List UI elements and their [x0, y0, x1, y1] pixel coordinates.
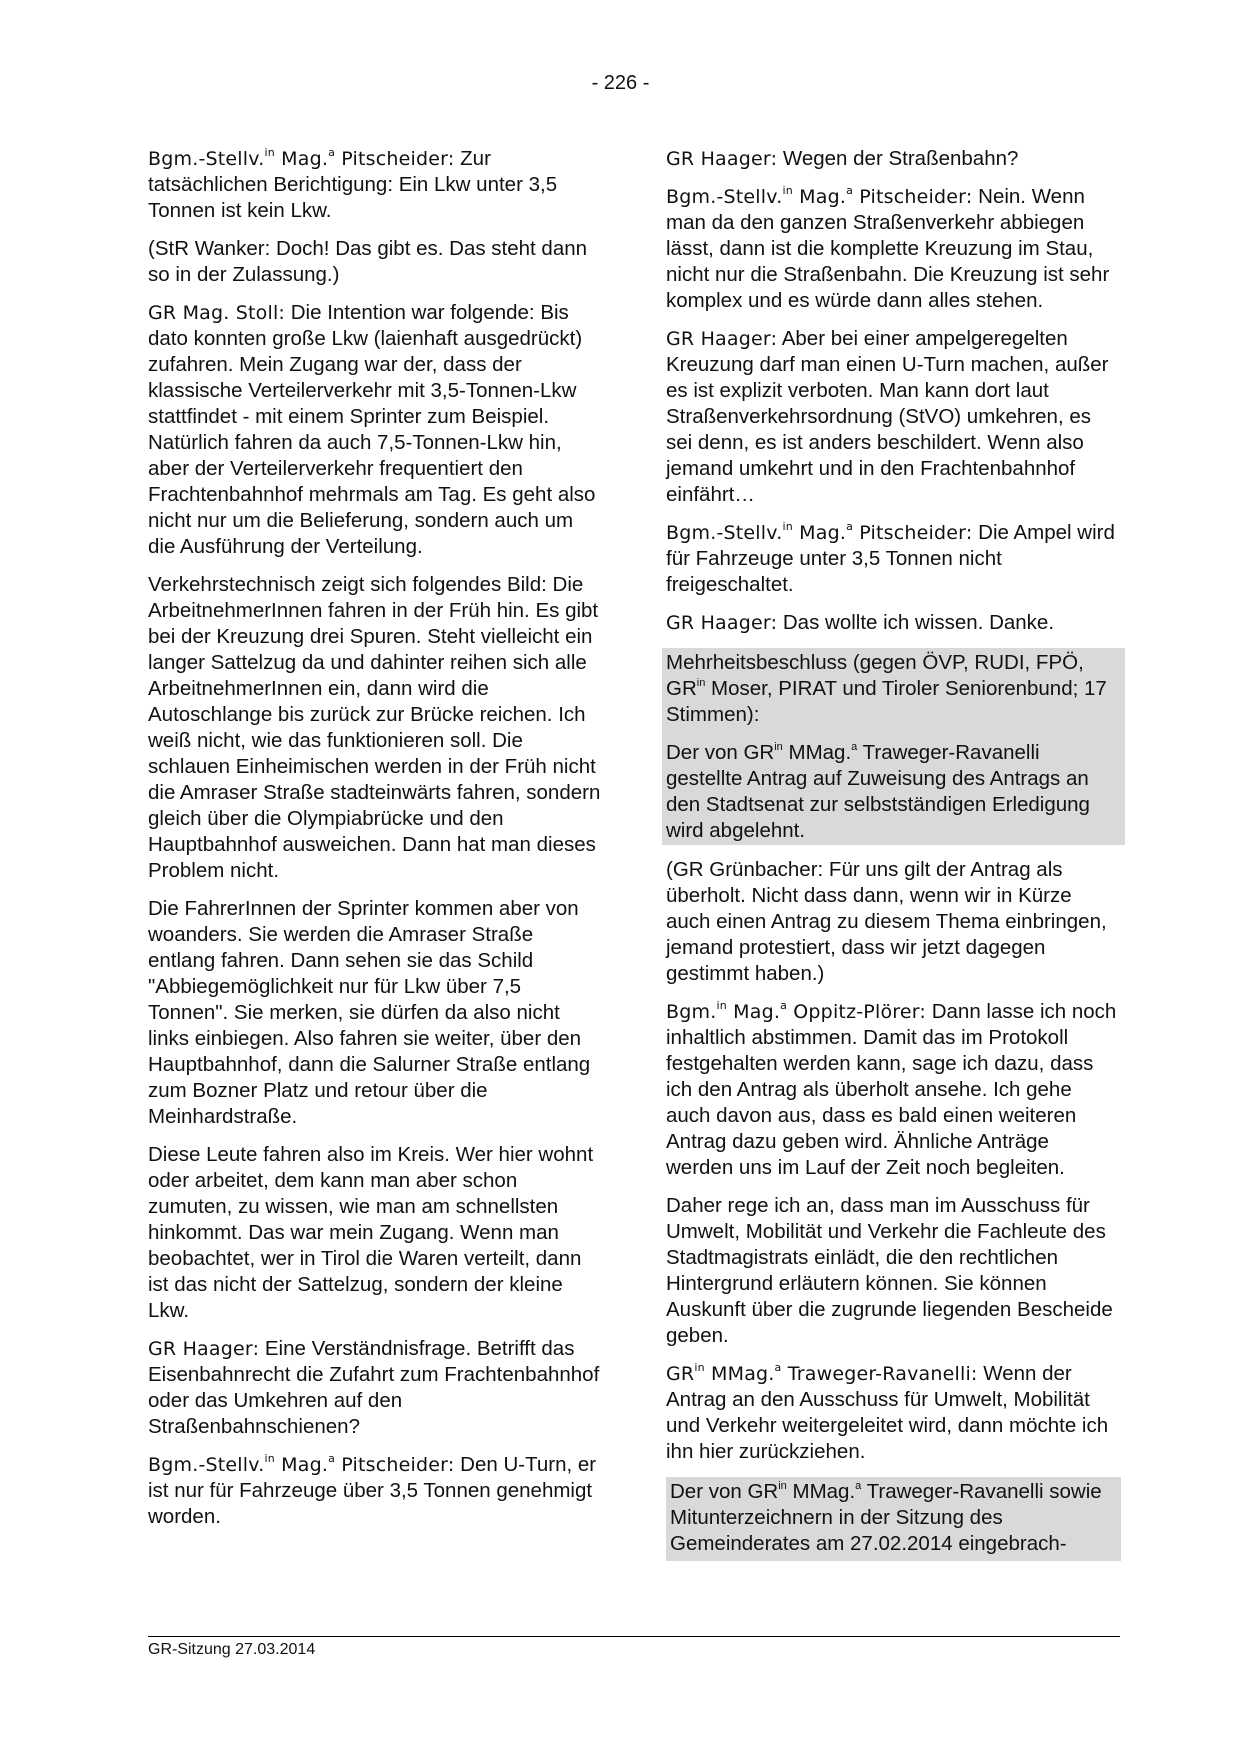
right-column — [666, 146, 1121, 1573]
speaker-name: Bgm.$^{in}$ Mag.$^a$ Oppitz-Plörer: — [666, 999, 927, 1023]
paragraph: GR Haager: Eine Verständnisfrage. Betrifft das Eisenbahnrecht die Zufahrt zum Frachtenbahnhof oder das Umkehren auf den Straßenbahnschienen? — [148, 1337, 600, 1438]
paragraph: Bgm.$^{in}$ Mag.$^a$ Oppitz-Plörer: Dann lasse ich noch inhaltlich abstimmen. Damit das im Protokoll festgehalten werden kann, sage ich dazu, dass ich den Antrag als überholt ansehe. Ich gehe auch davon aus, dass es bald einen weiteren Antrag dazu geben wird. Ähnliche Anträge werden uns im Lauf der Zeit noch begleiten. — [666, 999, 1117, 1179]
resolution-text: Der von $GR^{in}$ MMag.$^a$ Traweger-Ravanelli gestellte Antrag auf Zuweisung des Antrags an den Stadtsenat zur selbstständigen Erledigung wird abgelehnt. — [666, 741, 1090, 842]
footer-divider — [148, 1636, 1120, 1637]
paragraph: Verkehrstechnisch zeigt sich folgendes Bild: Die ArbeitnehmerInnen fahren in der Früh hin. Es gibt bei der Kreuzung drei Spuren. Steht vielleicht ein langer Sattelzug da und dahinter reihen sich alle ArbeitnehmerInnen ein, dann wird die Autoschlange bis zurück zur Brücke reichen. Ich weiß nicht, wie das funktionieren soll. Die schlauen Einheimischen werden in der Früh nicht die Amraser Straße stadteinwärts fahren, sondern gleich über die Olympiabrücke und den Hauptbahnhof ausweichen. Dann hat man dieses Problem nicht. — [148, 573, 601, 882]
paragraph: Bgm.-Stellv.$^{in}$ Mag.$^a$ Pitscheider: Zur tatsächlichen Berichtigung: Ein Lkw unter 3,5 Tonnen ist kein Lkw. — [148, 146, 558, 222]
left-column — [148, 146, 603, 1542]
paragraph: Diese Leute fahren also im Kreis. Wer hier wohnt oder arbeitet, dem kann man aber schon zumuten, zu wissen, wie man am schnellsten hinkommt. Das war mein Zugang. Wenn man beobachtet, wer in Tirol die Waren verteilt, dann ist das nicht der Sattelzug, sondern der kleine Lkw. — [148, 1143, 594, 1322]
paragraph: Bgm.-Stellv.$^{in}$ Mag.$^a$ Pitscheider: Die Ampel wird für Fahrzeuge unter 3,5 Tonnen nicht freigeschaltet. — [666, 520, 1115, 596]
page-number: - 226 - — [591, 72, 650, 94]
paragraph: Die FahrerInnen der Sprinter kommen aber von woanders. Sie werden die Amraser Straße entlang fahren. Dann sehen sie das Schild "Abbiegemöglichkeit nur für Lkw über 7,5 Tonnen". Sie merken, sie dürfen da also nicht links einbiegen. Also fahren sie weiter, über den Hauptbahnhof, dann die Salurner Straße entlang zum Bozner Platz und retour über die Meinhardstraße. — [148, 897, 591, 1128]
speaker-name: Bgm.-Stellv.$^{in}$ Mag.$^a$ Pitscheider: — [148, 146, 455, 170]
speaker-name: Bgm.-Stellv.$^{in}$ Mag.$^a$ Pitscheider: — [666, 520, 973, 544]
speaker-name: Bgm.-Stellv.$^{in}$ Mag.$^a$ Pitscheider: — [148, 1452, 455, 1476]
paragraph: Bgm.-Stellv.$^{in}$ Mag.$^a$ Pitscheider: Nein. Wenn man da den ganzen Straßenverkehr abbiegen lässt, dann ist die komplette Kreuzung im Stau, nicht nur die Straßenbahn. Die Kreuzung ist sehr komplex und es würde dann alles stehen. — [666, 184, 1110, 312]
paragraph: $GR^{in}$ MMag.$^a$ Traweger-Ravanelli: Wenn der Antrag an den Ausschuss für Umwelt, Mobilität und Verkehr weitergeleitet wird, dann möchte ich ihn hier zurückziehen. — [666, 1361, 1109, 1463]
footer-text: GR-Sitzung 27.03.2014 — [148, 1641, 316, 1658]
resolution-heading: Mehrheitsbeschluss (gegen ÖVP, RUDI, FPÖ, $GR^{in}$ Moser, PIRAT und Tiroler Seniorenbund; 17 Stimmen): — [666, 651, 1107, 726]
speaker-name: GR Haager: — [666, 328, 778, 350]
paragraph: GR Mag. Stoll: Die Intention war folgende: Bis dato konnten große Lkw (laienhaft ausgedrückt) zufahren. Mein Zugang war der, dass der klassische Verteilerverkehr mit 3,5-Tonnen-Lkw stattfindet - mit einem Sprinter zum Beispiel. Natürlich fahren da auch 7,5-Tonnen-Lkw hin, aber der Verteilerverkehr frequentiert den Frachtenbahnhof mehrmals am Tag. Es geht also nicht nur um die Belieferung, sondern auch um die Ausführung der Verteilung. — [148, 301, 596, 558]
speaker-name: $GR^{in}$ MMag.$^a$ Traweger-Ravanelli: — [666, 1361, 978, 1385]
paragraph: GR Haager: Das wollte ich wissen. Danke. — [666, 611, 1055, 634]
speaker-name: GR Mag. Stoll: — [148, 302, 286, 324]
speaker-name: Bgm.-Stellv.$^{in}$ Mag.$^a$ Pitscheider: — [666, 184, 973, 208]
paragraph: GR Haager: Wegen der Straßenbahn? — [666, 147, 1019, 170]
paragraph: GR Haager: Aber bei einer ampelgeregelten Kreuzung darf man einen U-Turn machen, außer es ist explizit verboten. Man kann dort laut Straßenverkehrsordnung (StVO) umkehren, es sei denn, es ist anders beschildert. Wenn also jemand umkehrt und in den Frachtenbahnhof einfährt… — [666, 327, 1109, 506]
resolution-text: Der von $GR^{in}$ MMag.$^a$ Traweger-Ravanelli sowie Mitunterzeichnern in der Sitzung des Gemeinderates am 27.02.2014 eingebrach- — [666, 1477, 1121, 1561]
speaker-name: GR Haager: — [666, 612, 778, 634]
resolution-box — [662, 648, 1125, 845]
paragraph: (StR Wanker: Doch! Das gibt es. Das steht dann so in der Zulassung.) — [148, 237, 588, 286]
paragraph: Bgm.-Stellv.$^{in}$ Mag.$^a$ Pitscheider: Den U-Turn, er ist nur für Fahrzeuge über 3,5 Tonnen genehmigt worden. — [148, 1452, 597, 1528]
speaker-name: GR Haager: — [148, 1338, 260, 1360]
paragraph: (GR Grünbacher: Für uns gilt der Antrag als überholt. Nicht dass dann, wenn wir in Kürze auch einen Antrag zu diesem Thema einbringen, jemand protestiert, dass wir jetzt dagegen gestimmt haben.) — [666, 858, 1107, 985]
paragraph: Daher rege ich an, dass man im Ausschuss für Umwelt, Mobilität und Verkehr die Fachleute des Stadtmagistrats einlädt, die den rechtlichen Hintergrund erläutern können. Sie können Auskunft über die zugrunde liegenden Bescheide geben. — [666, 1194, 1113, 1347]
speaker-name: GR Haager: — [666, 148, 778, 170]
